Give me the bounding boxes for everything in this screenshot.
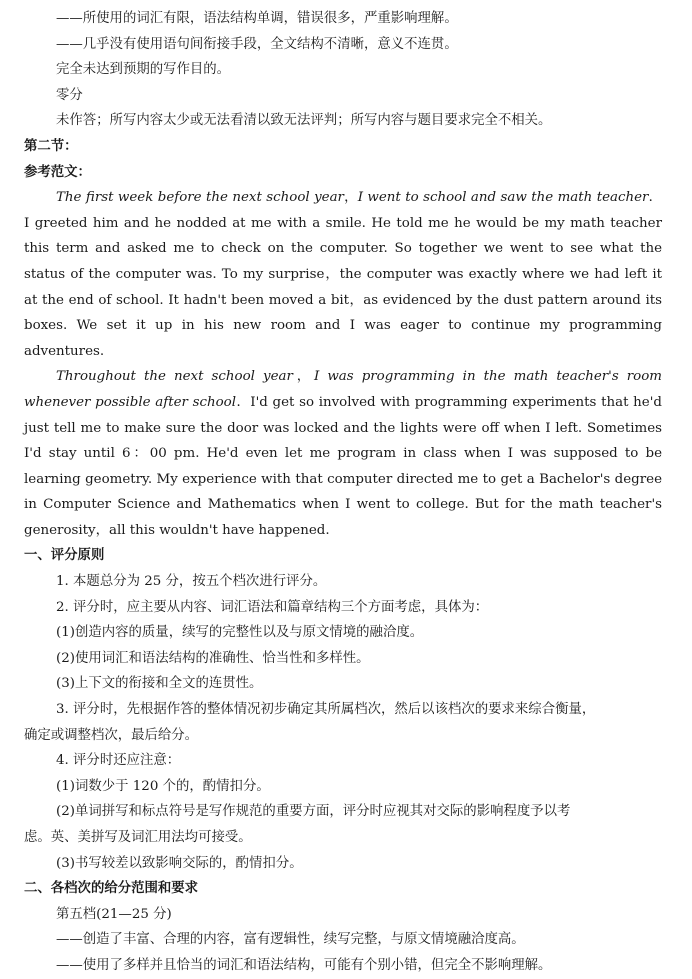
section-heading: 第二节：	[24, 137, 78, 154]
paragraph-1-lead-separator: ，	[343, 190, 358, 206]
sample-paragraph-1	[24, 185, 662, 364]
zero-score-label: 零分	[56, 87, 83, 103]
zero-score-description: 未作答；所写内容太少或无法看清以致无法评判；所写内容与题目要求完全不相关。	[56, 113, 552, 129]
principle-item: 1. 本题总分为 25 分，按五个档次进行评分。	[56, 574, 327, 590]
principle-subitem: (2)使用词汇和语法结构的准确性、恰当性和多样性。	[56, 650, 370, 666]
criteria-line-vocab: ——所使用的词汇有限，语法结构单调，错误很多，严重影响理解。	[56, 11, 458, 26]
level-5-criteria-language: ——使用了多样并且恰当的词汇和语法结构，可能有个别小错，但完全不影响理解。	[56, 957, 552, 973]
level-5-criteria-content: ——创造了丰富、合理的内容，富有逻辑性，续写完整，与原文情境融洽度高。	[56, 932, 525, 948]
criteria-line-cohesion: ——几乎没有使用语句间衔接手段，全文结构不清晰，意义不连贯。	[56, 36, 458, 52]
sample-paragraph-2	[24, 364, 662, 543]
paragraph-1-body: ．I greeted him and he nodded at me with a smile. He told me he would be my math teacher this term and asked me to check on the computer. So together we went to see what the status of the computer was. To my surprise，the computer was exactly where we had left it at the end of school. It hadn't been moved a bit，as evidenced by the dust pattern around its boxes. We set it up in his new room and I was eager to continue my programming adventures.	[24, 190, 662, 359]
principle-subitem-line-1: (2)单词拼写和标点符号是写作规范的重要方面，评分时应视其对交际的影响程度予以考	[56, 804, 571, 820]
sample-essay-heading: 参考范文：	[24, 163, 91, 180]
paragraph-2-lead-continued: I was programming in the math teacher's room whenever possible after school	[24, 369, 663, 410]
paragraph-2-body: ．I'd get so involved with programming experiments that he'd just tell me to make sure the door was locked and the lights were off when I left. Sometimes I'd stay until 6：00 pm. He'd even let me program in class when I was supposed to be learning geometry. My experience with that computer directed me to get a Bachelor's degree in Computer Science and Mathematics when I went to college. But for the math teacher's generosity，all this wouldn't have happened.	[24, 394, 662, 538]
principle-item-3-line-2: 确定或调整档次，最后给分。	[24, 727, 199, 743]
principle-item-3-line-1: 3. 评分时，先根据作答的整体情况初步确定其所属档次，然后以该档次的要求来综合衡量，	[56, 702, 596, 718]
principle-item: 2. 评分时，应主要从内容、词汇语法和篇章结构三个方面考虑，具体为：	[56, 599, 489, 615]
criteria-line-purpose: 完全未达到预期的写作目的。	[56, 62, 231, 78]
principle-subitem-line-2: 虑。英、美拼写及词汇用法均可接受。	[24, 830, 252, 845]
level-5-label: 第五档(21—25 分)	[56, 906, 172, 922]
paragraph-2-lead: Throughout the next school year	[56, 369, 293, 385]
principles-heading: 一、评分原则	[24, 547, 105, 564]
principle-subitem: (3)书写较差以致影响交际的，酌情扣分。	[56, 855, 303, 871]
paragraph-1-lead-continued: I went to school and saw the math teacher	[357, 190, 649, 206]
paragraph-1-lead: The first week before the next school year	[56, 190, 344, 206]
levels-heading: 二、各档次的给分范围和要求	[24, 880, 199, 897]
principle-subitem: (1)词数少于 120 个的，酌情扣分。	[56, 778, 270, 794]
principle-subitem: (3)上下文的衔接和全文的连贯性。	[56, 676, 263, 692]
principle-subitem: (1)创造内容的质量，续写的完整性以及与原文情境的融洽度。	[56, 625, 424, 641]
paragraph-2-lead-separator: ，	[292, 369, 314, 385]
principle-item-4: 4. 评分时还应注意：	[56, 753, 181, 769]
